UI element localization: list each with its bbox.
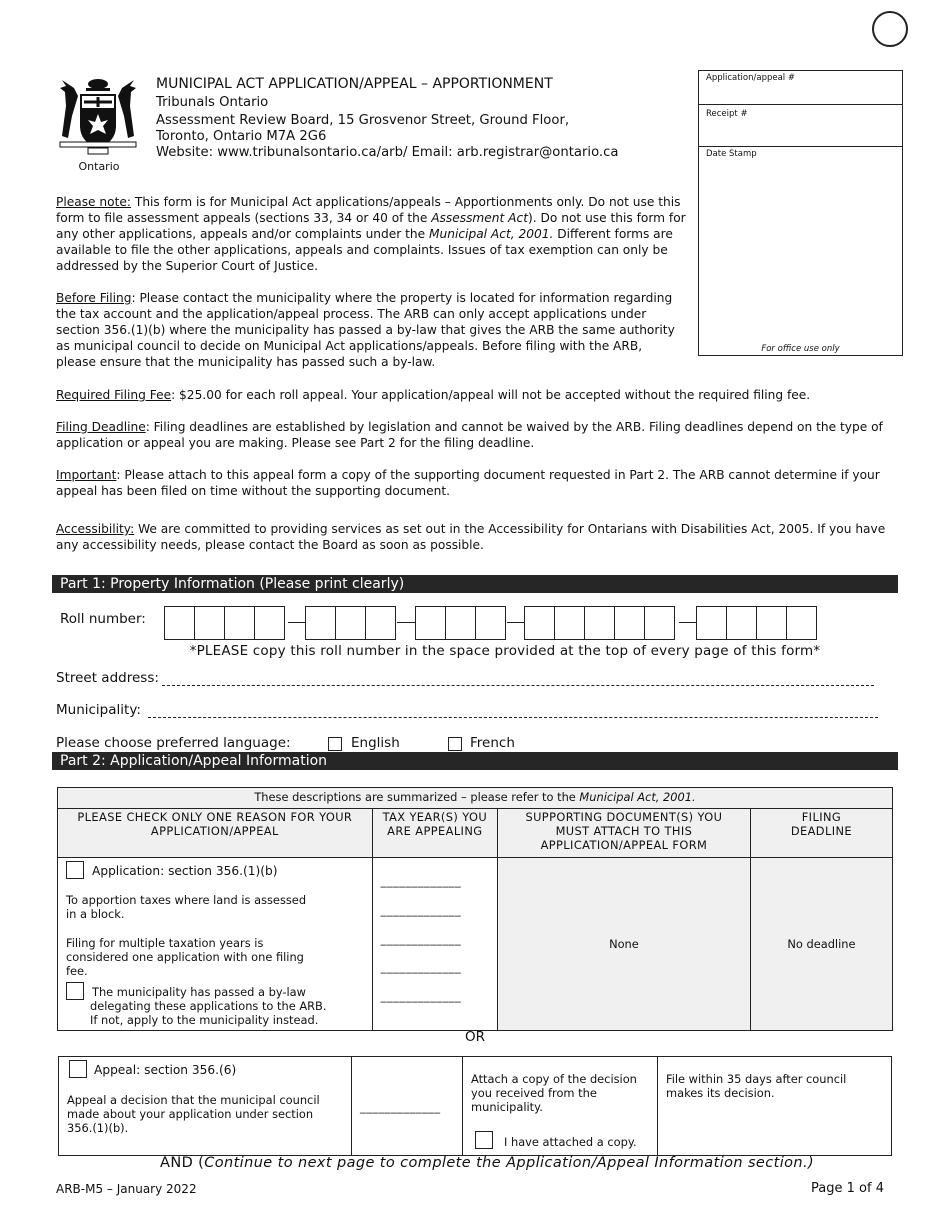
tax-year-line[interactable]: _____________ (380, 989, 462, 1003)
row1-bylaw: The municipality has passed a by-law delegating these applications to the ARB. If not, apply to the municipality instead. (90, 985, 327, 1027)
ontario-coat-of-arms-icon (56, 76, 140, 166)
tax-year-line[interactable]: _____________ (380, 874, 462, 888)
part2-table (57, 787, 893, 1031)
application-356-1b-checkbox[interactable] (66, 861, 84, 879)
date-stamp-label: Date Stamp (706, 149, 757, 159)
address-line-2: Toronto, Ontario M7A 2G6 (156, 129, 327, 144)
row2-title: Appeal: section 356.(6) (94, 1063, 237, 1077)
roll-separator (507, 622, 524, 623)
attached-copy-checkbox[interactable] (475, 1131, 493, 1149)
col-tax-year-header: TAX YEAR(S) YOU ARE APPEALING (372, 809, 497, 858)
roll-number-group-2[interactable] (305, 606, 396, 640)
roll-number-group-4[interactable] (524, 606, 675, 640)
row1-reason (58, 858, 373, 1031)
street-address-label: Street address: (56, 670, 159, 686)
logo-caption: Ontario (78, 160, 120, 173)
accessibility-label: Accessibility: (56, 522, 135, 536)
org-name: Tribunals Ontario (156, 95, 269, 110)
english-label: English (351, 735, 400, 751)
bylaw-checkbox[interactable] (66, 982, 84, 1000)
summary-row: These descriptions are summarized – please refer to the Municipal Act, 2001. (58, 788, 893, 809)
row2-deadline-text: File within 35 days after council makes its decision. (666, 1072, 847, 1100)
roll-number-note: *PLEASE copy this roll number in the space provided at the top of every page of this form* (189, 643, 821, 659)
filing-deadline-label: Filing Deadline (56, 420, 146, 434)
filing-fee-label: Required Filing Fee (56, 388, 172, 402)
page-number: Page 1 of 4 (811, 1181, 884, 1196)
before-filing-label: Before Filing (56, 291, 132, 305)
part2-header: Part 2: Application/Appeal Information (52, 752, 898, 770)
accessibility-paragraph: Accessibility: We are committed to providing services as set out in the Accessibility for Ontarians with Disabilities Act, 2005. If you have any accessibility needs, please contact the Board as soon as possible. (56, 522, 886, 552)
address-line-1: Assessment Review Board, 15 Grosvenor Street, Ground Floor, (156, 113, 570, 128)
corner-circle (872, 11, 908, 47)
web-email-line: Website: www.tribunalsontario.ca/arb/ Email: arb.registrar@ontario.ca (156, 145, 619, 160)
row2-doc-text: Attach a copy of the decision you received from the municipality. (471, 1072, 637, 1114)
filing-deadline-paragraph: Filing Deadline: Filing deadlines are established by legislation and cannot be waived by the ARB. Filing deadlines depend on the type of application or appeal you are making. Please see Part 2 for the filing deadline. (56, 420, 883, 450)
tax-year-line[interactable]: _____________ (380, 903, 462, 917)
application-number-label: Application/appeal # (706, 73, 795, 83)
office-use-box (698, 70, 903, 356)
roll-separator (288, 622, 305, 623)
ontario-logo (56, 76, 140, 166)
or-divider: OR (464, 1029, 485, 1045)
row1-tax-years (372, 858, 497, 1031)
row1-deadline: No deadline (750, 858, 892, 1031)
roll-separator (679, 622, 696, 623)
col-documents-header: SUPPORTING DOCUMENT(S) YOU MUST ATTACH TO THIS APPLICATION/APPEAL FORM (498, 809, 751, 858)
important-paragraph: Important: Please attach to this appeal form a copy of the supporting document requested in Part 2. The ARB cannot determine if your appeal has been filed on time without the supporting document. (56, 468, 880, 498)
important-label: Important (56, 468, 117, 482)
english-checkbox[interactable] (328, 737, 342, 751)
municipality-field[interactable] (148, 716, 878, 718)
receipt-number-label: Receipt # (706, 109, 748, 119)
row1-desc-2: Filing for multiple taxation years is considered one application with one filing fee. (66, 936, 304, 978)
row2-deadline (658, 1057, 892, 1156)
appeal-356-6-checkbox[interactable] (69, 1060, 87, 1078)
roll-number-group-3[interactable] (415, 606, 506, 640)
municipality-label: Municipality: (56, 702, 141, 718)
row2-reason (59, 1057, 352, 1156)
row1-title: Application: section 356.(1)(b) (92, 864, 278, 878)
form-id: ARB-M5 – January 2022 (56, 1182, 197, 1196)
language-label: Please choose preferred language: (56, 735, 291, 751)
filing-fee-paragraph: Required Filing Fee: $25.00 for each roll appeal. Your application/appeal will not be accepted without the required filing fee. (56, 388, 811, 402)
row2-documents (463, 1057, 658, 1156)
row2-desc: Appeal a decision that the municipal council made about your application under section 356.(1)(b). (67, 1093, 320, 1135)
part2-appeal-table (58, 1056, 892, 1156)
continue-note: AND (Continue to next page to complete the Application/Appeal Information section.) (160, 1155, 815, 1171)
street-address-field[interactable] (162, 684, 874, 686)
part1-header: Part 1: Property Information (Please print clearly) (52, 575, 898, 593)
row2-tax-year (352, 1057, 463, 1156)
roll-number-label: Roll number: (60, 611, 146, 627)
col-reason-header: PLEASE CHECK ONLY ONE REASON FOR YOUR APPLICATION/APPEAL (58, 809, 373, 858)
french-checkbox[interactable] (448, 737, 462, 751)
date-stamp-field (699, 147, 902, 355)
row1-documents: None (498, 858, 751, 1031)
before-filing-paragraph: Before Filing: Please contact the municipality where the property is located for information regarding the tax account and the application/appeal process. The ARB can only accept applications under section 356.(1)(b) where the municipality has passed a by-law that gives the ARB the same authority as municipal council to decide on Municipal Act applications/appeals. Before filing with the ARB, please ensure that the municipality has passed such a by-law. (56, 291, 675, 369)
row2-attached-label: I have attached a copy. (504, 1135, 637, 1149)
application-number-field[interactable] (699, 71, 902, 105)
office-use-note: For office use only (761, 344, 840, 354)
roll-number-group-5[interactable] (696, 606, 817, 640)
row1-desc-1: To apportion taxes where land is assessed in a block. (66, 893, 307, 921)
please-note-label: Please note: (56, 195, 131, 209)
roll-separator (397, 622, 415, 623)
tax-year-line[interactable]: _____________ (360, 1100, 441, 1114)
col-deadline-header: FILING DEADLINE (750, 809, 892, 858)
roll-number-group-1[interactable] (164, 606, 285, 640)
tax-year-line[interactable]: _____________ (380, 960, 462, 974)
tax-year-line[interactable]: _____________ (380, 932, 462, 946)
form-title: MUNICIPAL ACT APPLICATION/APPEAL – APPORTIONMENT (156, 76, 553, 92)
please-note-paragraph: Please note: This form is for Municipal Act applications/appeals – Apportionments only. Do not use this form to file assessment appeals (sections 33, 34 or 40 of the Assessment Act). Do not use this form for any other applications, appeals and/or complaints under the Municipal Act, 2001. Different forms are available to file the other applications, appeals and complaints. Issues of tax exemption can only be addressed by the Superior Court of Justice. (56, 195, 686, 273)
receipt-number-field[interactable] (699, 105, 902, 147)
french-label: French (470, 735, 515, 751)
